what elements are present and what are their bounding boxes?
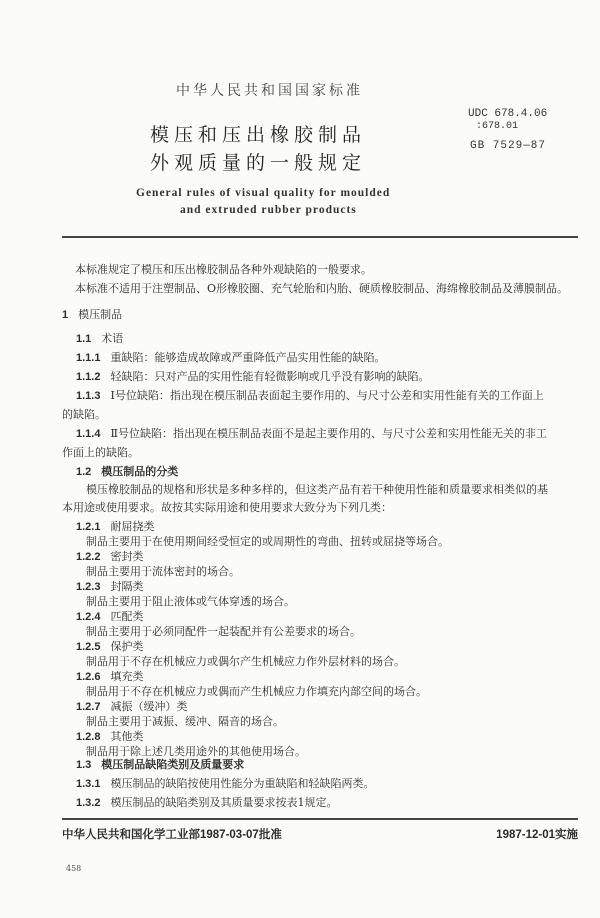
section-number: 1.2.7 — [76, 701, 101, 713]
section-title: 模压制品缺陷类别及质量要求 — [101, 758, 245, 771]
term-text: 重缺陷：能够造成故障或严重降低产品实用性能的缺陷。 — [110, 351, 386, 364]
section-number: 1.1.1 — [76, 352, 101, 364]
category-heading — [76, 668, 143, 684]
section-number: 1.1.2 — [76, 371, 101, 383]
section-title: 模压制品 — [78, 308, 123, 321]
term-item — [76, 387, 544, 403]
section-number: 1.1.4 — [76, 428, 101, 440]
intro-paragraph: 本标准规定了模压和压出橡胶制品各种外观缺陷的一般要求。 — [75, 263, 372, 276]
subsection-heading — [76, 330, 123, 346]
section-number: 1.2.2 — [76, 551, 101, 563]
category-description: 制品用于不存在机械应力或偶而产生机械应力作填充内部空间的场合。 — [86, 685, 427, 698]
category-title: 其他类 — [110, 730, 144, 743]
subsection-heading — [76, 463, 178, 479]
section-number: 1.2.4 — [76, 611, 101, 623]
category-description: 制品用于不存在机械应力或偶尔产生机械应力作外层材料的场合。 — [86, 655, 405, 668]
header-divider — [62, 236, 578, 238]
section-number: 1 — [62, 309, 69, 321]
category-heading — [76, 698, 187, 714]
category-heading — [76, 638, 143, 654]
category-description: 制品主要用于必须同配件一起装配并有公差要求的场合。 — [86, 625, 361, 638]
category-heading — [76, 518, 154, 534]
category-title: 匹配类 — [110, 610, 144, 623]
requirement-item — [76, 794, 337, 810]
term-item — [76, 368, 429, 384]
category-title: 密封类 — [110, 550, 144, 563]
section-title: 模压制品的分类 — [101, 465, 179, 478]
standard-type: 中华人民共和国国家标准 — [176, 83, 363, 99]
page-number: 458 — [66, 864, 82, 873]
section-number: 1.2 — [76, 466, 92, 478]
footer-divider — [62, 818, 578, 820]
subsection-heading — [76, 756, 244, 772]
term-text: 轻缺陷：只对产品的实用性能有轻微影响或几乎没有影响的缺陷。 — [110, 370, 430, 383]
section-number: 1.3.1 — [76, 778, 101, 790]
english-title-1: General rules of visual quality for moulded — [136, 187, 391, 199]
section-number: 1.2.5 — [76, 641, 101, 653]
section-number: 1.1.3 — [76, 390, 101, 402]
term-item — [76, 349, 385, 365]
gb-number: GB 7529—87 — [470, 140, 547, 152]
title-line-1: 模压和压出橡胶制品 — [150, 124, 367, 146]
requirement-text: 模压制品的缺陷按使用性能分为重缺陷和轻缺陷两类。 — [110, 777, 375, 790]
udc-code-cont: :678.01 — [476, 121, 519, 132]
category-heading — [76, 548, 143, 564]
category-title: 填充类 — [110, 670, 144, 683]
category-title: 减振（缓冲）类 — [110, 700, 188, 713]
category-description: 制品用于除上述几类用途外的其他使用场合。 — [86, 745, 306, 758]
category-title: 保护类 — [110, 640, 144, 653]
section-number: 1.3.2 — [76, 797, 101, 809]
term-text: Ⅱ号位缺陷：指出现在模压制品表面不是起主要作用的、与尺寸公差和实用性能无关的非工 — [110, 427, 547, 440]
term-continuation: 的缺陷。 — [62, 408, 106, 421]
requirement-text: 模压制品的缺陷类别及其质量要求按表1规定。 — [110, 796, 338, 809]
paragraph-continuation: 本用途或使用要求。故按其实际用途和使用要求大致分为下列几类： — [62, 501, 392, 514]
approval-date: 中华人民共和国化学工业部1987-03-07批准 — [62, 829, 282, 841]
category-heading — [76, 728, 143, 744]
section-number: 1.1 — [76, 333, 92, 345]
term-text: Ⅰ号位缺陷：指出现在模压制品表面起主要作用的、与尺寸公差和实用性能有关的工作面上 — [110, 389, 544, 402]
udc-code: UDC 678.4.06 — [468, 108, 548, 120]
category-description: 制品主要用于在使用期间经受恒定的或周期性的弯曲、扭转或屈挠等场合。 — [86, 535, 449, 548]
section-number: 1.3 — [76, 759, 92, 771]
term-continuation: 作面上的缺陷。 — [62, 446, 139, 459]
term-item — [76, 425, 547, 441]
title-line-2: 外观质量的一般规定 — [150, 152, 367, 174]
section-number: 1.2.3 — [76, 581, 101, 593]
requirement-item — [76, 775, 374, 791]
category-description: 制品主要用于减振、缓冲、隔音的场合。 — [86, 715, 284, 728]
section-title: 术语 — [101, 332, 124, 345]
intro-paragraph: 本标准不适用于注塑制品、O形橡胶圈、充气轮胎和内胎、硬质橡胶制品、海绵橡胶制品及薄膜制品。 — [75, 282, 569, 295]
english-title-2: and extruded rubber products — [180, 204, 357, 216]
category-title: 耐屈挠类 — [110, 520, 155, 533]
section-number: 1.2.6 — [76, 671, 101, 683]
paragraph: 模压橡胶制品的规格和形状是多种多样的，但这类产品有若干种使用性能和质量要求相类似的基 — [86, 483, 548, 496]
category-heading — [76, 578, 143, 594]
section-number: 1.2.1 — [76, 521, 101, 533]
section-heading — [62, 306, 122, 322]
category-title: 封隔类 — [110, 580, 144, 593]
category-description: 制品主要用于阻止液体或气体穿透的场合。 — [86, 595, 295, 608]
category-description: 制品主要用于流体密封的场合。 — [86, 565, 240, 578]
category-heading — [76, 608, 143, 624]
section-number: 1.2.8 — [76, 731, 101, 743]
effective-date: 1987-12-01实施 — [496, 829, 578, 841]
